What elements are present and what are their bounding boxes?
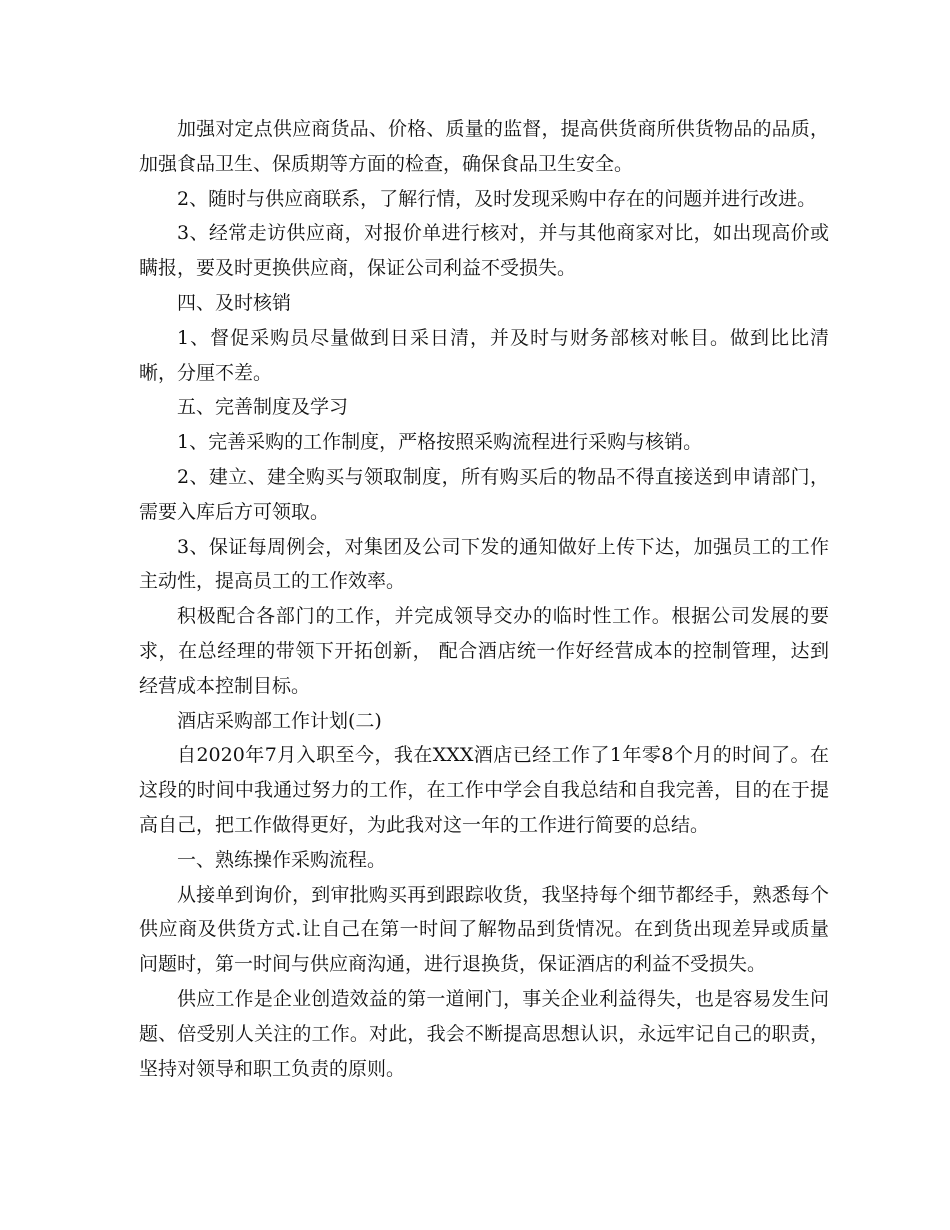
paragraph: 从接单到询价，到审批购买再到跟踪收货，我坚持每个细节都经手，熟悉每个供应商及供货方式.让自己在第一时间了解物品到货情况。在到货出现差异或质量问题时，第一时间与供应商沟通，进行退换货，保证酒店的利益不受损失。: [139, 883, 829, 976]
document-subtitle: 酒店采购部工作计划(二): [177, 709, 382, 732]
paragraph: 1、督促采购员尽量做到日采日清，并及时与财务部核对帐目。做到比比清晰，分厘不差。: [139, 326, 829, 384]
paragraph: 3、保证每周例会，对集团及公司下发的通知做好上传下达，加强员工的工作主动性，提高员工的工作效率。: [139, 535, 829, 593]
section-heading: 一、熟练操作采购流程。: [177, 848, 387, 871]
section-heading: 四、及时核销: [177, 291, 292, 314]
paragraph: 2、随时与供应商联系，了解行情，及时发现采购中存在的问题并进行改进。: [177, 187, 817, 210]
section-heading: 五、完善制度及学习: [177, 396, 349, 419]
paragraph: 3、经常走访供应商，对报价单进行核对，并与其他商家对比，如出现高价或瞒报，要及时更换供应商，保证公司利益不受损失。: [139, 222, 829, 280]
paragraph: 供应工作是企业创造效益的第一道闸门，事关企业利益得失，也是容易发生问题、倍受别人关注的工作。对此，我会不断提高思想认识，永远牢记自己的职责，坚持对领导和职工负责的原则。: [139, 987, 829, 1080]
paragraph: 1、完善采购的工作制度，严格按照采购流程进行采购与核销。: [177, 431, 703, 454]
paragraph: 加强对定点供应商货品、价格、质量的监督，提高供货商所供货物品的品质，加强食品卫生、保质期等方面的检查，确保食品卫生安全。: [139, 118, 829, 175]
paragraph: 积极配合各部门的工作，并完成领导交办的临时性工作。根据公司发展的要求，在总经理的带领下开拓创新， 配合酒店统一作好经营成本的控制管理，达到经营成本控制目标。: [139, 605, 829, 697]
document-body: [139, 112, 829, 1086]
paragraph: 自2020年7月入职至今，我在XXX酒店已经工作了1年零8个月的时间了。在这段的时间中我通过努力的工作，在工作中学会自我总结和自我完善，目的在于提高自己，把工作做得更好，为此我对这一年的工作进行简要的总结。: [139, 744, 829, 836]
paragraph: 2、建立、建全购买与领取制度，所有购买后的物品不得直接送到申请部门，需要入库后方可领取。: [139, 465, 829, 523]
